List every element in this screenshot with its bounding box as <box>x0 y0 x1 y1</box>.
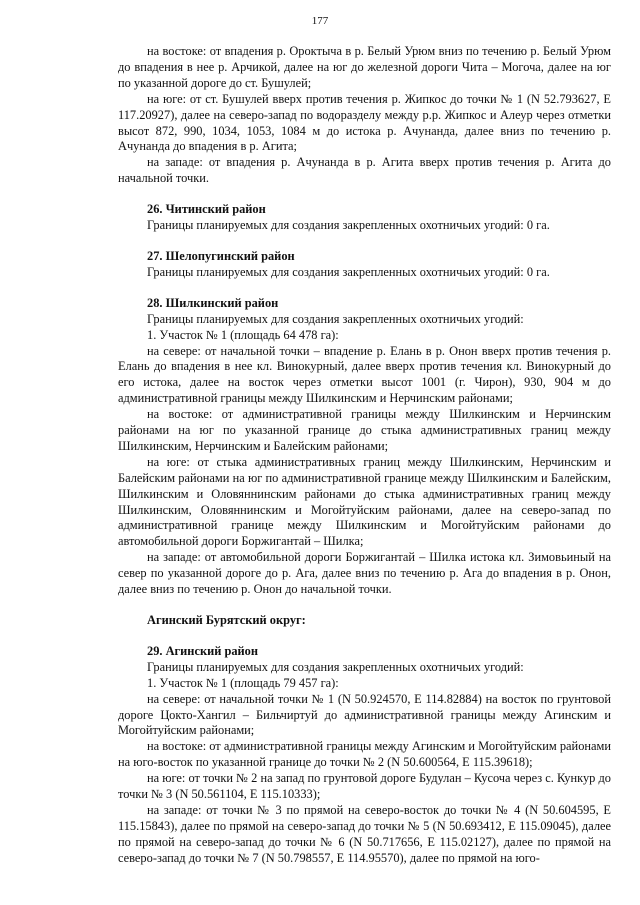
body-paragraph: на юге: от точки № 2 на запад по грунтовой дороге Будулан – Кусоча через с. Кункур до точки № 3 (N 50.561104, E 115.10333); <box>118 771 611 802</box>
body-paragraph: на востоке: от впадения р. Ороктыча в р. Белый Урюм вниз по течению р. Белый Урюм до впадения в нее р. Арчикой, далее на юг до железной дороги Чита – Могоча, далее на юг по указанной дороге до ст. Бушулей; <box>118 44 611 90</box>
body-paragraph: 1. Участок № 1 (площадь 79 457 га): <box>147 675 339 690</box>
body-paragraph: на севере: от начальной точки № 1 (N 50.924570, E 114.82884) на восток по грунтовой дороге Цокто-Хангил – Бильчиртуй до административной границы между Агинским и Могойтуйским районами; <box>118 691 611 738</box>
section-heading: 29. Агинский район <box>147 643 259 658</box>
body-paragraph: Границы планируемых для создания закрепленных охотничьих угодий: <box>147 659 524 674</box>
paragraph-spacer <box>118 629 611 644</box>
document-body <box>118 44 611 867</box>
body-paragraph: на востоке: от административной границы между Шилкинским и Нерчинским районами на юг по указанной границе до стыка административных границ между Шилкинским, Нерчинским и Балейским районами; <box>118 407 611 453</box>
paragraph-spacer <box>118 598 611 613</box>
body-paragraph: на юге: от стыка административных границ между Шилкинским, Нерчинским и Балейским районами на юг по административной границе между Шилкинским и Балейским, Шилкинским и Оловяннинским районами до стыка административных границ между Шилкинским, Оловяннинским и Могойтуйским районами, далее на северо-запад по административной границе между Шилкинским и Могойтуйским районами до автомобильной дороги Боржигантай – Шилка; <box>118 454 611 549</box>
body-paragraph: на востоке: от административной границы между Агинским и Могойтуйским районами на юго-восток по указанной границе до точки № 2 (N 50.600564, E 115.39618); <box>118 739 611 770</box>
body-paragraph: на западе: от впадения р. Ачунанда в р. Агита вверх против течения р. Агита до начальной точки. <box>118 155 611 186</box>
body-paragraph: Границы планируемых для создания закрепленных охотничьих угодий: 0 га. <box>147 218 550 233</box>
page-number: 177 <box>311 15 329 27</box>
paragraph-spacer <box>118 187 611 202</box>
section-heading: 28. Шилкинский район <box>147 295 279 310</box>
body-paragraph: Границы планируемых для создания закрепленных охотничьих угодий: <box>147 311 524 326</box>
body-paragraph: на западе: от точки № 3 по прямой на северо-восток до точки № 4 (N 50.604595, E 115.15843), далее по прямой на северо-запад до точки № 5 (N 50.693412, E 115.09045), далее по прямой на северо-запад до точки № 6 (N 50.717656, E 115.02127), далее по прямой на северо-запад до точки № 7 (N 50.798557, E 114.95570), далее по прямой на юго- <box>118 802 611 865</box>
body-paragraph: Границы планируемых для создания закрепленных охотничьих угодий: 0 га. <box>147 264 550 279</box>
body-paragraph: 1. Участок № 1 (площадь 64 478 га): <box>147 327 339 342</box>
body-paragraph: на западе: от автомобильной дороги Боржигантай – Шилка истока кл. Зимовьиный на север по указанной дороге до р. Ага, далее вниз по течению р. Ага до впадения в р. Онон, далее вниз по течению р. Онон до начальной точки. <box>118 550 611 597</box>
paragraph-spacer <box>118 234 611 249</box>
body-paragraph: на юге: от ст. Бушулей вверх против течения р. Жипкос до точки № 1 (N 52.793627, E 117.20927), далее на северо-запад по водоразделу между р.р. Жипкос и Алеур через отметки высот 872, 990, 1034, 1053, 1084 м до истока р. Ачунанда, далее вниз по течению р. Ачунанда до впадения в р. Агита; <box>118 91 611 154</box>
section-heading: 26. Читинский район <box>147 202 266 217</box>
section-heading: 27. Шелопугинский район <box>147 248 295 263</box>
section-heading: Агинский Бурятский округ: <box>147 613 306 627</box>
paragraph-spacer <box>118 281 611 296</box>
body-paragraph: на севере: от начальной точки – впадение р. Елань в р. Онон вверх против течения р. Елань до впадения в нее кл. Винокурный, далее вверх против течения кл. Винокурный до его истока, далее на восток через отметки высот 1001 (г. Чирон), 930, 904 м до административной границы между Шилкинским и Нерчинским районами; <box>118 343 611 406</box>
